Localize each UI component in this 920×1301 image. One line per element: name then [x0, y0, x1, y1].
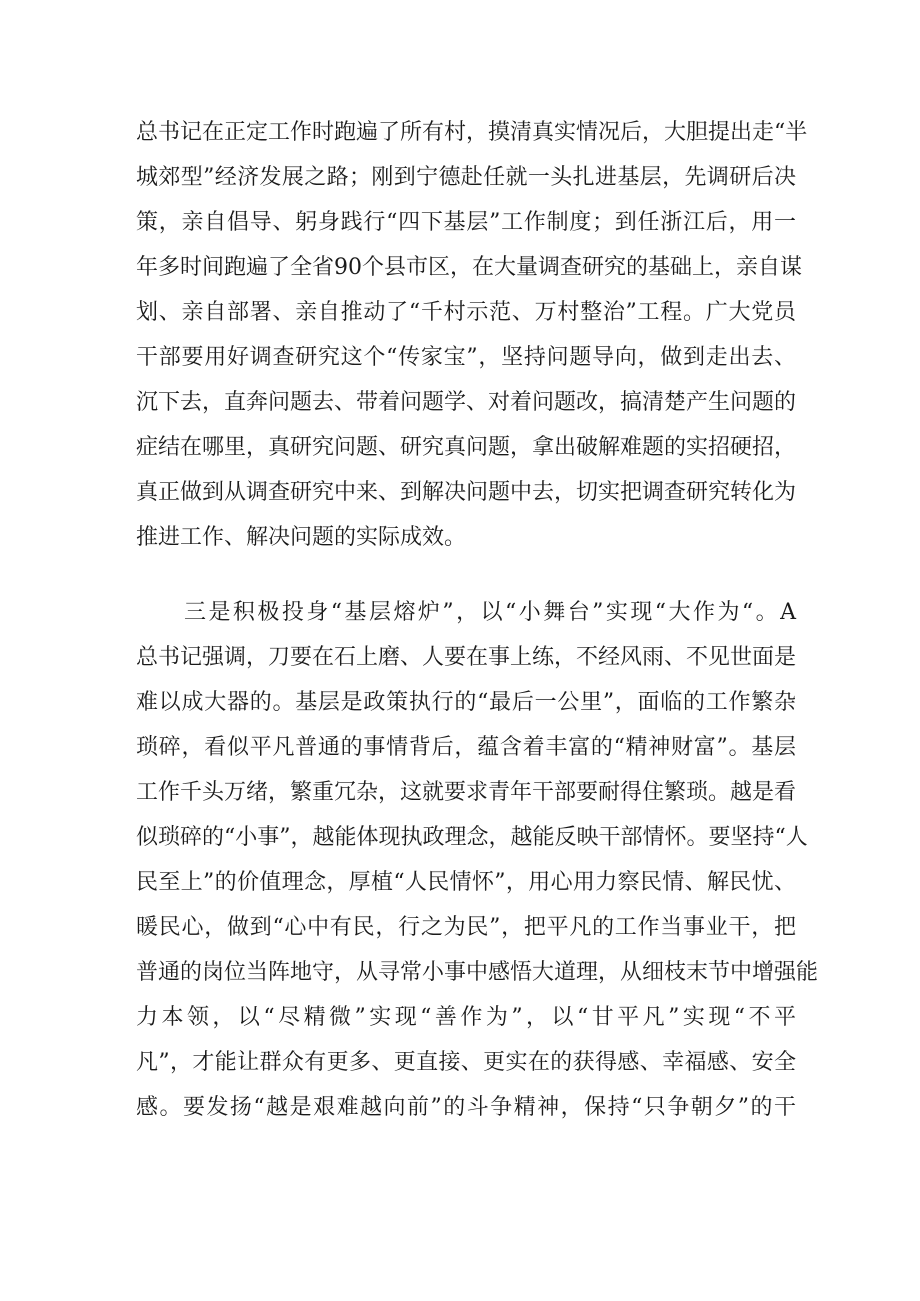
- text-line: 普通的岗位当阵地守，从寻常小事中感悟大道理，从细枝末节中增强能: [136, 960, 819, 985]
- text-line: 干部要用好调查研究这个“传家宝”，坚持问题导向，做到走出去、: [136, 345, 796, 370]
- text-line: 感。要发扬“越是艰难越向前”的斗争精神，保持“只争朝夕”的干: [136, 1095, 796, 1120]
- text-line: 三是积极投身“基层熔炉”，以“小舞台”实现“大作为“。A: [184, 600, 796, 625]
- text-line: 划、亲自部署、亲自推动了“千村示范、万村整治”工程。广大党员: [136, 300, 796, 325]
- text-line: 年多时间跑遍了全省90个县市区，在大量调查研究的基础上，亲自谋: [136, 255, 802, 280]
- text-line: 沉下去，直奔问题去、带着问题学、对着问题改，搞清楚产生问题的: [136, 390, 797, 415]
- text-line: 民至上”的价值理念，厚植“人民情怀”，用心用力察民情、解民忧、: [136, 870, 796, 895]
- text-line: 力本领，以“尽精微”实现“善作为”，以“甘平凡”实现“不平: [136, 1005, 796, 1030]
- text-line: 推进工作、解决问题的实际成效。: [136, 525, 467, 550]
- text-line: 难以成大器的。基层是政策执行的“最后一公里”，面临的工作繁杂: [136, 690, 796, 715]
- text-line: 暖民心，做到“心中有民，行之为民”，把平凡的工作当事业干，把: [136, 915, 796, 940]
- text-line: 城郊型”经济发展之路；刚到宁德赴任就一头扎进基层，先调研后决: [136, 165, 796, 190]
- text-line: 琐碎，看似平凡普通的事情背后，蕴含着丰富的“精神财富”。基层: [136, 735, 796, 760]
- text-line: 症结在哪里，真研究问题、研究真问题，拿出破解难题的实招硬招，: [136, 435, 797, 460]
- text-line: 凡”，才能让群众有更多、更直接、更实在的获得感、幸福感、安全: [136, 1050, 796, 1075]
- text-line: 总书记在正定工作时跑遍了所有村，摸清真实情况后，大胆提出走“半: [136, 120, 808, 145]
- text-line: 策，亲自倡导、躬身践行“四下基层”工作制度；到任浙江后，用一: [136, 210, 796, 235]
- text-line: 总书记强调，刀要在石上磨、人要在事上练，不经风雨、不见世面是: [136, 645, 797, 670]
- text-line: 似琐碎的“小事”，越能体现执政理念，越能反映干部情怀。要坚持“人: [136, 825, 808, 850]
- text-line: 真正做到从调查研究中来、到解决问题中去，切实把调查研究转化为: [136, 480, 797, 505]
- text-line: 工作千头万绪，繁重冗杂，这就要求青年干部要耐得住繁琐。越是看: [136, 780, 797, 805]
